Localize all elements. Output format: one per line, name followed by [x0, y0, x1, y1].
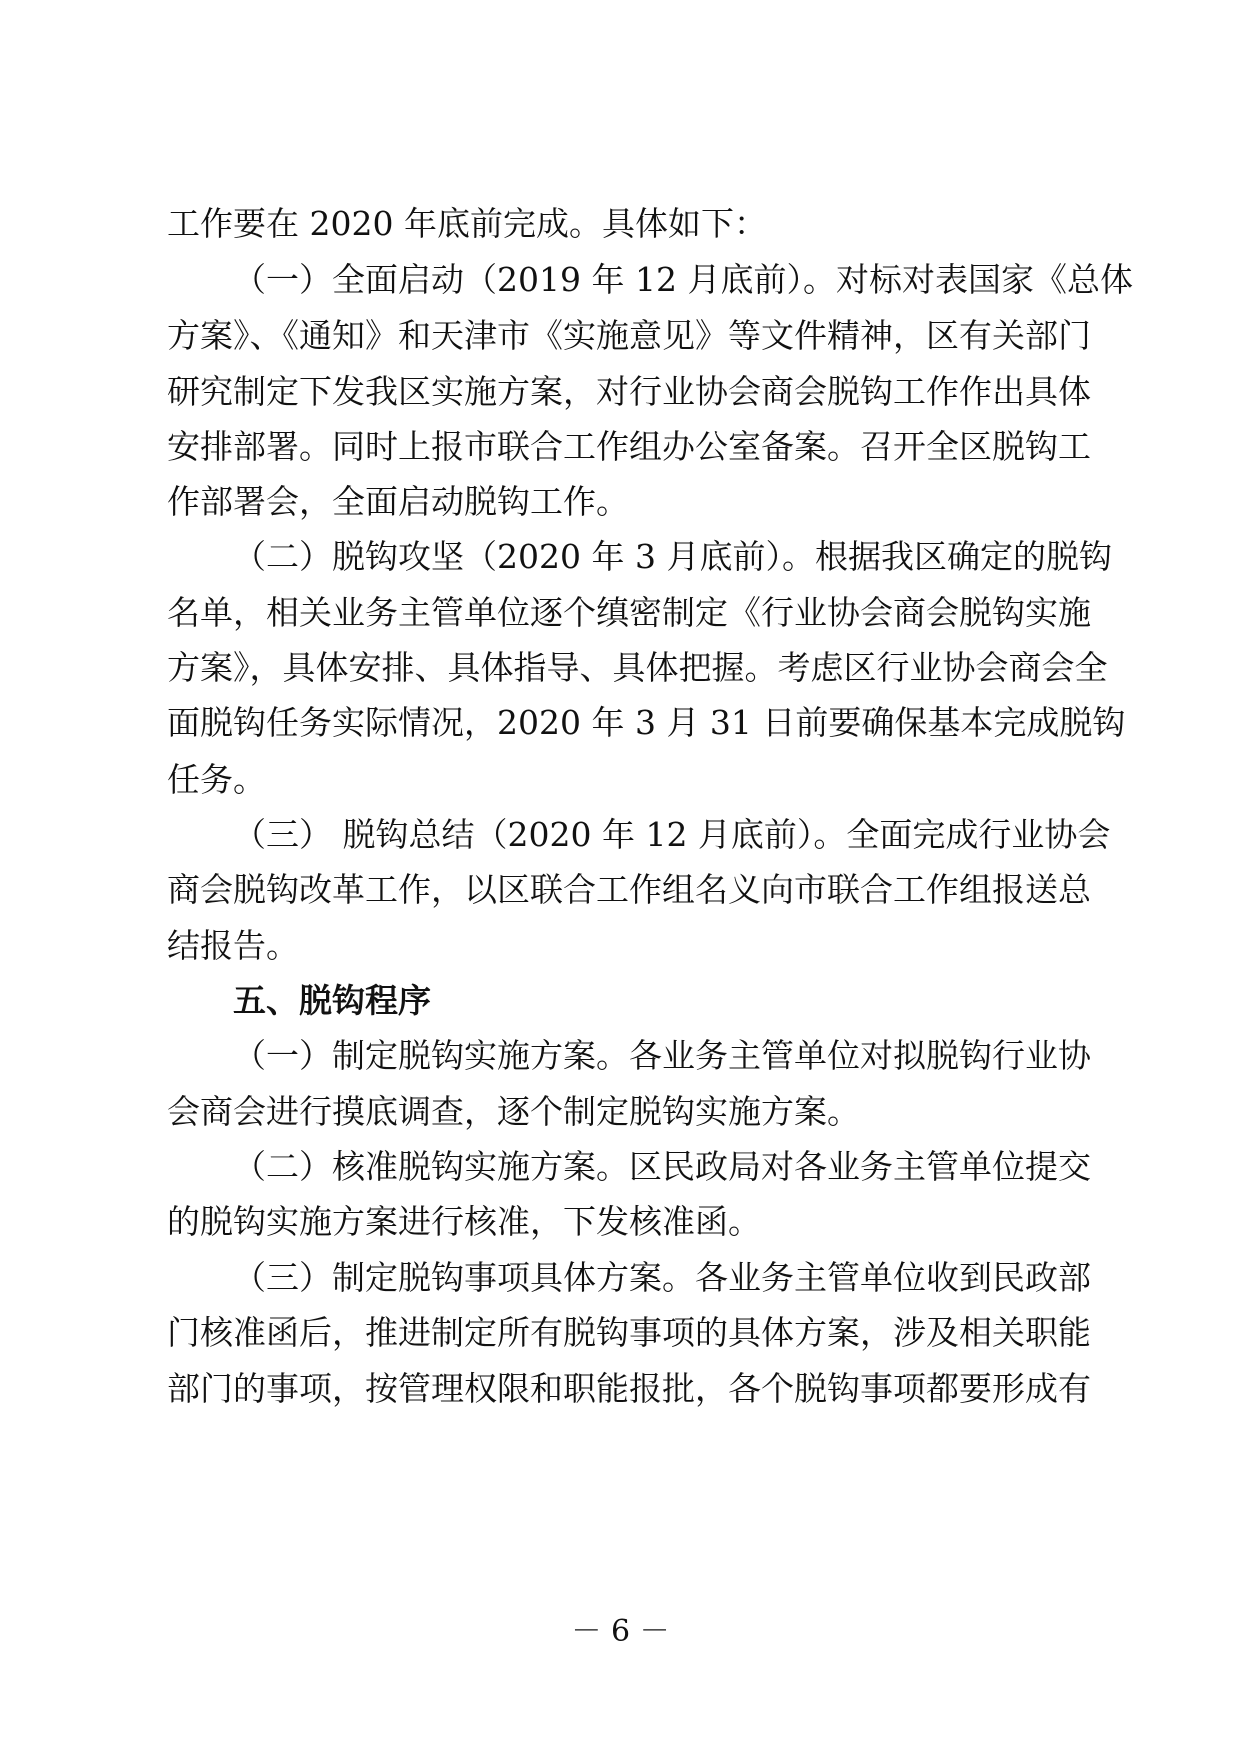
- text-line: 作部署会，全面启动脱钩工作。: [167, 482, 629, 521]
- text-line: 部门的事项，按管理权限和职能报批，各个脱钩事项都要形成有: [167, 1369, 1091, 1408]
- text-line: （三）制定脱钩事项具体方案。各业务主管单位收到民政部: [233, 1258, 1091, 1297]
- text-line: 安排部署。同时上报市联合工作组办公室备案。召开全区脱钩工: [167, 427, 1091, 466]
- text-line: 方案》，具体安排、具体指导、具体把握。考虑区行业协会商会全: [167, 648, 1108, 687]
- text-line: 任务。: [167, 760, 266, 799]
- text-line: 商会脱钩改革工作，以区联合工作组名义向市联合工作组报送总: [167, 870, 1091, 909]
- text-line: 门核准函后，推进制定所有脱钩事项的具体方案，涉及相关职能: [167, 1313, 1091, 1352]
- text-line: （二）脱钩攻坚（2020 年 3 月底前）。根据我区确定的脱钩: [233, 537, 1112, 576]
- text-line: 的脱钩实施方案进行核准，下发核准函。: [167, 1202, 761, 1241]
- text-line: （一）制定脱钩实施方案。各业务主管单位对拟脱钩行业协: [233, 1036, 1091, 1075]
- text-line: 研究制定下发我区实施方案，对行业协会商会脱钩工作作出具体: [167, 372, 1091, 411]
- text-line: 工作要在 2020 年底前完成。具体如下：: [167, 204, 767, 243]
- text-line: 会商会进行摸底调查，逐个制定脱钩实施方案。: [167, 1092, 860, 1131]
- text-line: 面脱钩任务实际情况，2020 年 3 月 31 日前要确保基本完成脱钩: [167, 703, 1126, 742]
- section-heading: 五、脱钩程序: [233, 981, 431, 1020]
- text-line: （三） 脱钩总结（2020 年 12 月底前）。全面完成行业协会: [233, 815, 1111, 854]
- text-line: （一）全面启动（2019 年 12 月底前）。对标对表国家《总体: [233, 260, 1133, 299]
- text-line: 方案》、《通知》和天津市《实施意见》等文件精神，区有关部门: [167, 316, 1091, 355]
- text-line: 名单，相关业务主管单位逐个缜密制定《行业协会商会脱钩实施: [167, 593, 1091, 632]
- text-line: （二）核准脱钩实施方案。区民政局对各业务主管单位提交: [233, 1147, 1091, 1186]
- page-number: － 6 －: [571, 1614, 670, 1649]
- text-line: 结报告。: [167, 926, 299, 965]
